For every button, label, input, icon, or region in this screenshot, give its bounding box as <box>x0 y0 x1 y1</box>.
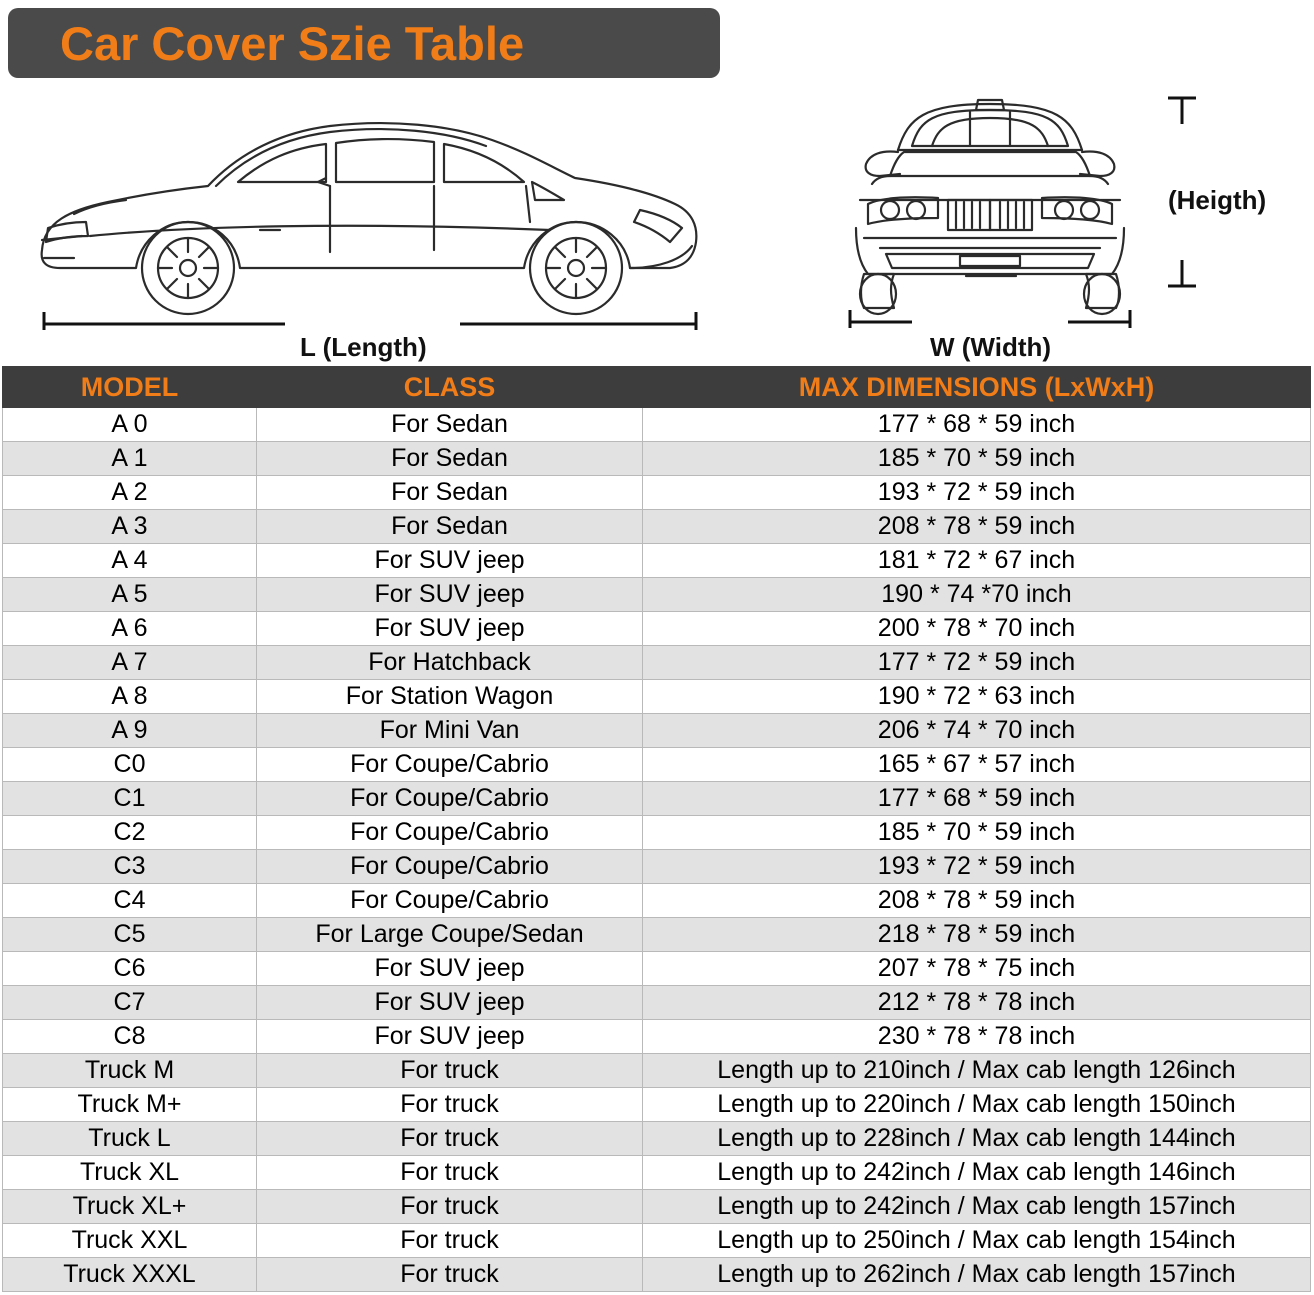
size-table <box>2 366 1311 1292</box>
cell-dimensions: Length up to 242inch / Max cab length 157inch <box>643 1190 1311 1224</box>
cell-model: C6 <box>3 952 257 986</box>
cell-model: C7 <box>3 986 257 1020</box>
table-row <box>3 1054 1311 1088</box>
cell-model: Truck XXL <box>3 1224 257 1258</box>
cell-class: For Sedan <box>257 442 643 476</box>
cell-class: For SUV jeep <box>257 1020 643 1054</box>
cell-dimensions: 177 * 68 * 59 inch <box>643 408 1311 442</box>
cell-class: For Mini Van <box>257 714 643 748</box>
table-row <box>3 1020 1311 1054</box>
cell-model: Truck M+ <box>3 1088 257 1122</box>
cell-model: A 9 <box>3 714 257 748</box>
cell-dimensions: Length up to 210inch / Max cab length 126inch <box>643 1054 1311 1088</box>
height-label: (Heigth) <box>1168 185 1267 215</box>
table-row <box>3 1122 1311 1156</box>
cell-class: For SUV jeep <box>257 578 643 612</box>
cell-dimensions: Length up to 250inch / Max cab length 154inch <box>643 1224 1311 1258</box>
cell-dimensions: 212 * 78 * 78 inch <box>643 986 1311 1020</box>
cell-model: Truck M <box>3 1054 257 1088</box>
cell-dimensions: 200 * 78 * 70 inch <box>643 612 1311 646</box>
cell-class: For Coupe/Cabrio <box>257 850 643 884</box>
cell-model: C5 <box>3 918 257 952</box>
cell-model: C8 <box>3 1020 257 1054</box>
cell-class: For truck <box>257 1156 643 1190</box>
table-row <box>3 510 1311 544</box>
cell-model: A 3 <box>3 510 257 544</box>
cell-class: For SUV jeep <box>257 612 643 646</box>
cell-class: For Sedan <box>257 510 643 544</box>
cell-class: For truck <box>257 1224 643 1258</box>
table-row <box>3 884 1311 918</box>
table-row <box>3 816 1311 850</box>
table-header <box>3 367 1311 408</box>
cell-dimensions: 207 * 78 * 75 inch <box>643 952 1311 986</box>
cell-dimensions: Length up to 242inch / Max cab length 146inch <box>643 1156 1311 1190</box>
table-header-row <box>3 367 1311 408</box>
cell-class: For SUV jeep <box>257 544 643 578</box>
cell-model: Truck XL+ <box>3 1190 257 1224</box>
cell-dimensions: 190 * 72 * 63 inch <box>643 680 1311 714</box>
cell-model: A 4 <box>3 544 257 578</box>
cell-class: For Sedan <box>257 476 643 510</box>
side-view-car-illustration <box>30 90 710 330</box>
column-header-class: CLASS <box>257 367 643 408</box>
length-label: L (Length) <box>300 332 427 362</box>
cell-model: A 1 <box>3 442 257 476</box>
table-row <box>3 476 1311 510</box>
width-label: W (Width) <box>930 332 1052 362</box>
cell-class: For truck <box>257 1088 643 1122</box>
cell-dimensions: 230 * 78 * 78 inch <box>643 1020 1311 1054</box>
table-row <box>3 952 1311 986</box>
cell-model: A 7 <box>3 646 257 680</box>
cell-model: A 6 <box>3 612 257 646</box>
table-row <box>3 1224 1311 1258</box>
cell-dimensions: Length up to 220inch / Max cab length 150inch <box>643 1088 1311 1122</box>
cell-class: For truck <box>257 1190 643 1224</box>
cell-model: A 0 <box>3 408 257 442</box>
cell-model: C0 <box>3 748 257 782</box>
table-row <box>3 544 1311 578</box>
diagram-area <box>0 80 1314 365</box>
front-view-car-illustration <box>820 88 1160 328</box>
column-header-dimensions: MAX DIMENSIONS (LxWxH) <box>643 367 1311 408</box>
table-row <box>3 408 1311 442</box>
cell-class: For Coupe/Cabrio <box>257 884 643 918</box>
table-row <box>3 850 1311 884</box>
cell-model: C3 <box>3 850 257 884</box>
cell-dimensions: 190 * 74 *70 inch <box>643 578 1311 612</box>
cell-dimensions: 177 * 72 * 59 inch <box>643 646 1311 680</box>
cell-dimensions: 208 * 78 * 59 inch <box>643 884 1311 918</box>
cell-model: A 2 <box>3 476 257 510</box>
table-row <box>3 714 1311 748</box>
table-row <box>3 1156 1311 1190</box>
table-row <box>3 442 1311 476</box>
cell-model: C1 <box>3 782 257 816</box>
table-row <box>3 986 1311 1020</box>
cell-model: A 5 <box>3 578 257 612</box>
cell-model: Truck XXXL <box>3 1258 257 1292</box>
table-row <box>3 782 1311 816</box>
cell-dimensions: 218 * 78 * 59 inch <box>643 918 1311 952</box>
cell-class: For Sedan <box>257 408 643 442</box>
table-row <box>3 1088 1311 1122</box>
cell-model: C2 <box>3 816 257 850</box>
cell-model: A 8 <box>3 680 257 714</box>
cell-dimensions: 208 * 78 * 59 inch <box>643 510 1311 544</box>
page-title: Car Cover Szie Table <box>60 16 525 70</box>
cell-class: For Hatchback <box>257 646 643 680</box>
cell-class: For SUV jeep <box>257 952 643 986</box>
cell-class: For truck <box>257 1258 643 1292</box>
cell-dimensions: 206 * 74 * 70 inch <box>643 714 1311 748</box>
cell-class: For Large Coupe/Sedan <box>257 918 643 952</box>
cell-dimensions: 177 * 68 * 59 inch <box>643 782 1311 816</box>
cell-class: For truck <box>257 1122 643 1156</box>
table-row <box>3 748 1311 782</box>
table-body <box>3 408 1311 1292</box>
cell-model: Truck XL <box>3 1156 257 1190</box>
cell-dimensions: 185 * 70 * 59 inch <box>643 816 1311 850</box>
cell-dimensions: 185 * 70 * 59 inch <box>643 442 1311 476</box>
cell-class: For Coupe/Cabrio <box>257 782 643 816</box>
size-table-container <box>2 366 1312 1292</box>
cell-model: Truck L <box>3 1122 257 1156</box>
table-row <box>3 578 1311 612</box>
table-row <box>3 1190 1311 1224</box>
table-row <box>3 1258 1311 1292</box>
cell-dimensions: 165 * 67 * 57 inch <box>643 748 1311 782</box>
cell-dimensions: 181 * 72 * 67 inch <box>643 544 1311 578</box>
width-dimension-line <box>850 310 1130 328</box>
cell-dimensions: 193 * 72 * 59 inch <box>643 476 1311 510</box>
table-row <box>3 646 1311 680</box>
cell-dimensions: Length up to 262inch / Max cab length 157inch <box>643 1258 1311 1292</box>
cell-dimensions: 193 * 72 * 59 inch <box>643 850 1311 884</box>
column-header-model: MODEL <box>3 367 257 408</box>
length-dimension-line <box>44 312 696 330</box>
cell-dimensions: Length up to 228inch / Max cab length 144inch <box>643 1122 1311 1156</box>
cell-model: C4 <box>3 884 257 918</box>
cell-class: For Coupe/Cabrio <box>257 816 643 850</box>
table-row <box>3 612 1311 646</box>
cell-class: For Coupe/Cabrio <box>257 748 643 782</box>
title-banner <box>8 8 720 78</box>
cell-class: For Station Wagon <box>257 680 643 714</box>
table-row <box>3 680 1311 714</box>
table-row <box>3 918 1311 952</box>
cell-class: For truck <box>257 1054 643 1088</box>
cell-class: For SUV jeep <box>257 986 643 1020</box>
